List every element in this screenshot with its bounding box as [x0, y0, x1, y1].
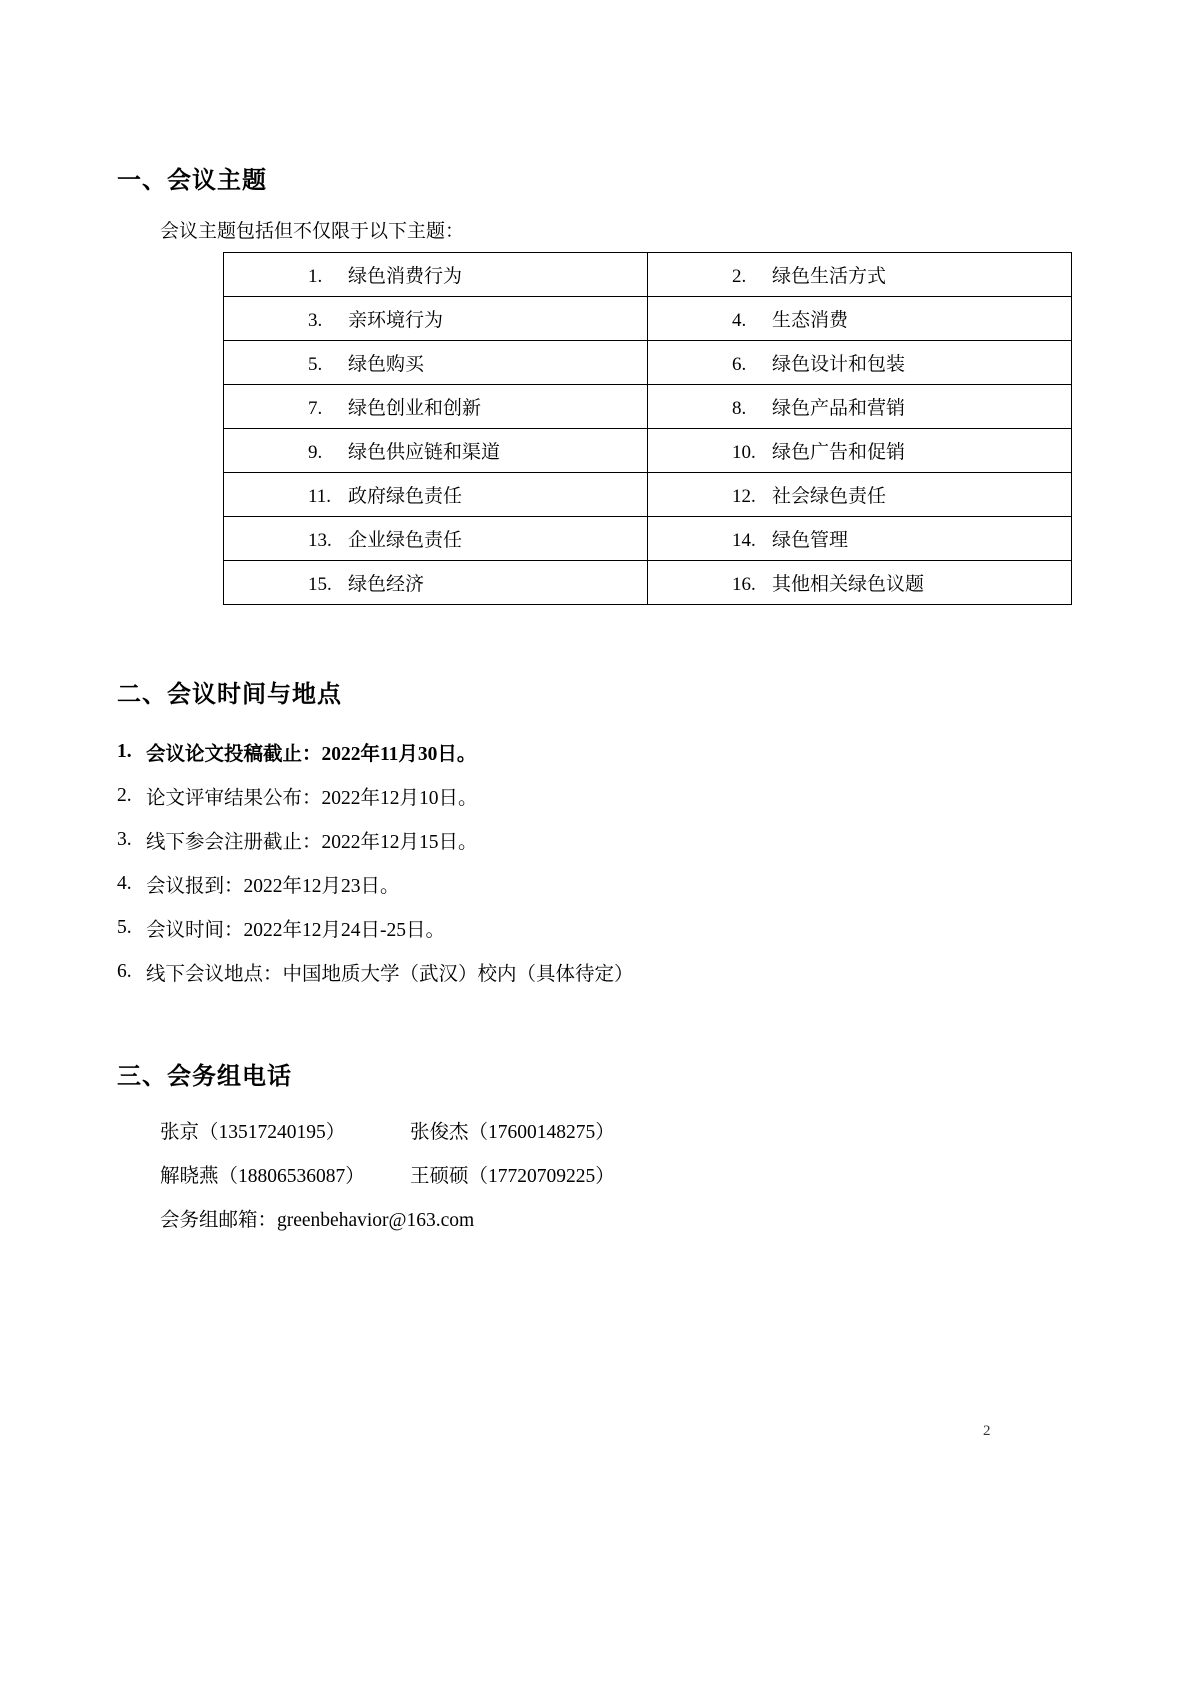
table-row: [224, 341, 1072, 385]
table-row: [224, 517, 1072, 561]
topic-label: 绿色购买: [348, 354, 425, 375]
list-item-number: 1.: [117, 741, 132, 762]
section1-heading: 一、会议主题: [117, 168, 267, 194]
topic-number: 12.: [732, 486, 756, 507]
topic-number: 15.: [308, 574, 332, 595]
topic-cell: [648, 253, 1072, 297]
topic-label: 亲环境行为: [348, 310, 444, 331]
topic-number: 2.: [732, 266, 747, 287]
topic-number: 9.: [308, 442, 323, 463]
topic-label: 绿色生活方式: [772, 266, 887, 287]
section3-heading: 三、会务组电话: [117, 1064, 292, 1090]
list-item-number: 2.: [117, 785, 132, 806]
topic-number: 16.: [732, 574, 756, 595]
table-row: [224, 473, 1072, 517]
list-item-number: 6.: [117, 961, 132, 982]
section1-intro: 会议主题包括但不仅限于以下主题：: [160, 221, 465, 242]
list-item: [117, 818, 634, 862]
topic-number: 4.: [732, 310, 747, 331]
contact-name-phone: 解晓燕（18806536087）: [160, 1166, 365, 1187]
list-item-text: 会议时间：2022年12月24日-25日。: [146, 920, 445, 941]
topic-number: 14.: [732, 530, 756, 551]
table-row: [224, 561, 1072, 605]
topic-cell: [224, 297, 648, 341]
topic-label: 绿色管理: [772, 530, 849, 551]
topic-number: 10.: [732, 442, 756, 463]
topic-cell: [224, 473, 648, 517]
topic-number: 7.: [308, 398, 323, 419]
list-item: [117, 862, 634, 906]
topic-label: 绿色设计和包装: [772, 354, 906, 375]
contact-row: [160, 1152, 615, 1196]
topic-label: 绿色产品和营销: [772, 398, 906, 419]
topic-cell: [224, 561, 648, 605]
contact-email-row: [160, 1196, 615, 1240]
list-item-number: 4.: [117, 873, 132, 894]
list-item-number: 3.: [117, 829, 132, 850]
topic-cell: [648, 341, 1072, 385]
topic-label: 绿色广告和促销: [772, 442, 906, 463]
topic-cell: [648, 517, 1072, 561]
contact-name-phone: 张京（13517240195）: [160, 1122, 346, 1143]
topic-label: 绿色经济: [348, 574, 425, 595]
page-number: 2: [983, 1423, 991, 1439]
topic-cell: [648, 473, 1072, 517]
list-item: [117, 730, 634, 774]
contact-name-phone: 张俊杰（17600148275）: [410, 1122, 615, 1143]
topic-number: 13.: [308, 530, 332, 551]
topic-label: 其他相关绿色议题: [772, 574, 925, 595]
list-item: [117, 906, 634, 950]
topic-cell: [224, 341, 648, 385]
topic-label: 企业绿色责任: [348, 530, 463, 551]
contact-name-phone: 王硕硕（17720709225）: [410, 1166, 615, 1187]
topic-cell: [224, 517, 648, 561]
contact-row: [160, 1108, 615, 1152]
table-row: [224, 253, 1072, 297]
topic-number: 1.: [308, 266, 323, 287]
table-row: [224, 297, 1072, 341]
topics-table: [223, 252, 1072, 605]
topic-label: 政府绿色责任: [348, 486, 463, 507]
topic-label: 绿色供应链和渠道: [348, 442, 501, 463]
topic-cell: [648, 385, 1072, 429]
list-item-text: 线下参会注册截止：2022年12月15日。: [146, 832, 478, 853]
topic-number: 3.: [308, 310, 323, 331]
topic-cell: [224, 385, 648, 429]
topic-label: 绿色消费行为: [348, 266, 463, 287]
topic-cell: [648, 297, 1072, 341]
topic-number: 6.: [732, 354, 747, 375]
topic-cell: [648, 561, 1072, 605]
topic-label: 社会绿色责任: [772, 486, 887, 507]
list-item-number: 5.: [117, 917, 132, 938]
topic-cell: [224, 253, 648, 297]
list-item-text: 论文评审结果公布：2022年12月10日。: [146, 788, 478, 809]
topic-label: 生态消费: [772, 310, 849, 331]
table-row: [224, 429, 1072, 473]
table-row: [224, 385, 1072, 429]
list-item-text: 会议论文投稿截止：2022年11月30日。: [146, 744, 477, 765]
topic-number: 8.: [732, 398, 747, 419]
topic-cell: [648, 429, 1072, 473]
list-item-text: 线下会议地点：中国地质大学（武汉）校内（具体待定）: [146, 964, 634, 985]
section2-heading: 二、会议时间与地点: [117, 682, 342, 708]
topic-number: 5.: [308, 354, 323, 375]
list-item: [117, 950, 634, 994]
topic-label: 绿色创业和创新: [348, 398, 482, 419]
schedule-list: [117, 730, 634, 994]
topic-number: 11.: [308, 486, 332, 507]
topic-cell: [224, 429, 648, 473]
contact-email: 会务组邮箱：greenbehavior@163.com: [160, 1210, 475, 1231]
list-item-text: 会议报到：2022年12月23日。: [146, 876, 400, 897]
list-item: [117, 774, 634, 818]
